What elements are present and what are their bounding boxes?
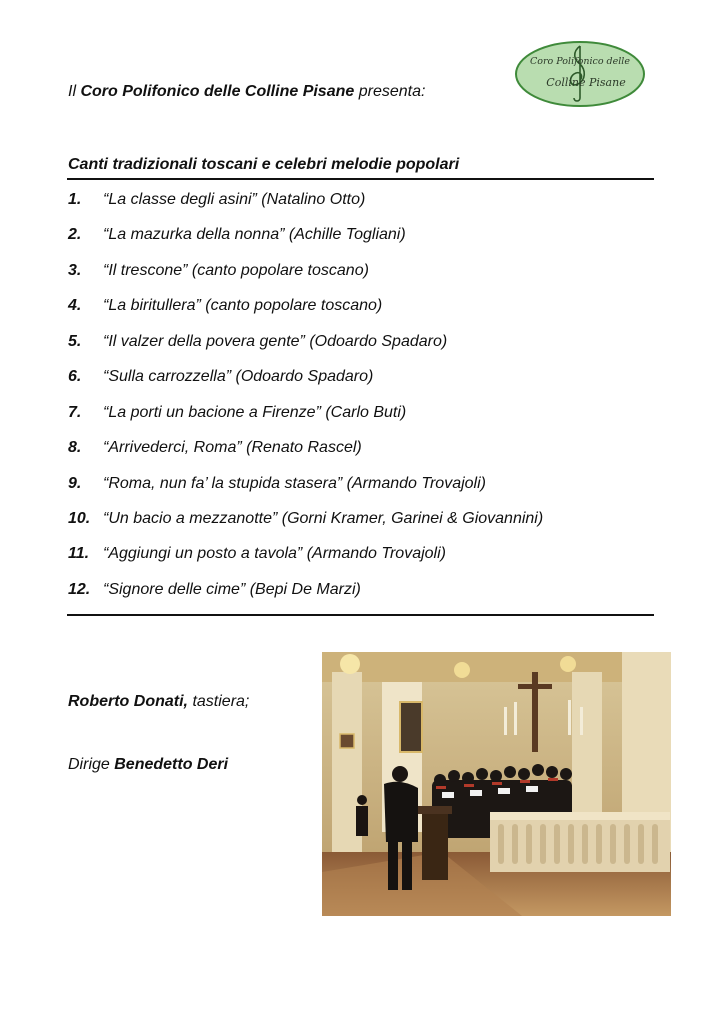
song-number: 7.	[68, 403, 82, 421]
divider-bottom	[67, 614, 654, 616]
conductor-prefix: Dirige	[68, 756, 115, 773]
logo-line-2: Colline Pisane	[546, 76, 626, 89]
song-number: 3.	[68, 261, 82, 279]
song-number: 10.	[68, 509, 91, 527]
song-item	[68, 509, 543, 544]
song-item	[68, 474, 543, 509]
song-title: “Il valzer della povera gente” (Odoardo Spadaro)	[103, 332, 448, 350]
song-number: 4.	[68, 297, 82, 315]
song-item	[68, 332, 543, 367]
song-item	[68, 225, 543, 260]
song-title: “Un bacio a mezzanotte” (Gorni Kramer, Garinei & Giovannini)	[103, 509, 544, 527]
choir-photo	[322, 652, 671, 916]
song-item	[68, 403, 543, 438]
intro-line	[68, 83, 425, 101]
song-number: 5.	[68, 332, 82, 350]
logo-line-1: Coro Polifonico delle	[530, 56, 630, 67]
song-list	[68, 190, 543, 615]
song-title: “Signore delle cime” (Bepi De Marzi)	[103, 580, 361, 598]
intro-prefix: Il	[68, 83, 81, 100]
conductor-credit	[68, 756, 228, 774]
song-item	[68, 261, 543, 296]
song-item	[68, 190, 543, 225]
song-item	[68, 580, 543, 615]
section-title: Canti tradizionali toscani e celebri melodie popolari	[68, 156, 460, 173]
song-number: 12.	[68, 580, 91, 598]
conductor-name: Benedetto Deri	[114, 756, 229, 773]
song-title: “Il trescone” (canto popolare toscano)	[103, 261, 369, 279]
choir-name: Coro Polifonico delle Colline Pisane	[80, 83, 355, 100]
song-number: 2.	[68, 226, 82, 244]
song-title: “La classe degli asini” (Natalino Otto)	[103, 191, 366, 208]
song-title: “La porti un bacione a Firenze” (Carlo Buti)	[103, 403, 407, 421]
song-item	[68, 438, 543, 473]
song-number: 1.	[68, 191, 82, 208]
song-number: 11.	[68, 545, 90, 563]
song-number: 8.	[68, 439, 82, 457]
keyboard-role: tastiera;	[188, 693, 250, 710]
keyboard-credit	[68, 693, 249, 711]
song-title: “Roma, nun fa’ la stupida stasera” (Armando Trovajoli)	[103, 474, 486, 492]
intro-suffix: presenta:	[354, 83, 426, 100]
song-title: “Sulla carrozzella” (Odoardo Spadaro)	[103, 368, 374, 386]
keyboard-name: Roberto Donati,	[68, 693, 188, 710]
song-title: “Aggiungi un posto a tavola” (Armando Trovajoli)	[103, 545, 446, 563]
song-number: 9.	[68, 474, 82, 492]
choir-logo	[514, 40, 646, 108]
song-item	[68, 544, 543, 579]
song-item	[68, 296, 543, 331]
song-number: 6.	[68, 368, 82, 386]
song-item	[68, 367, 543, 402]
divider-top	[67, 178, 654, 180]
song-title: “La biritullera” (canto popolare toscano)	[103, 297, 383, 315]
song-title: “Arrivederci, Roma” (Renato Rascel)	[103, 439, 362, 457]
song-title: “La mazurka della nonna” (Achille Togliani)	[103, 226, 406, 244]
